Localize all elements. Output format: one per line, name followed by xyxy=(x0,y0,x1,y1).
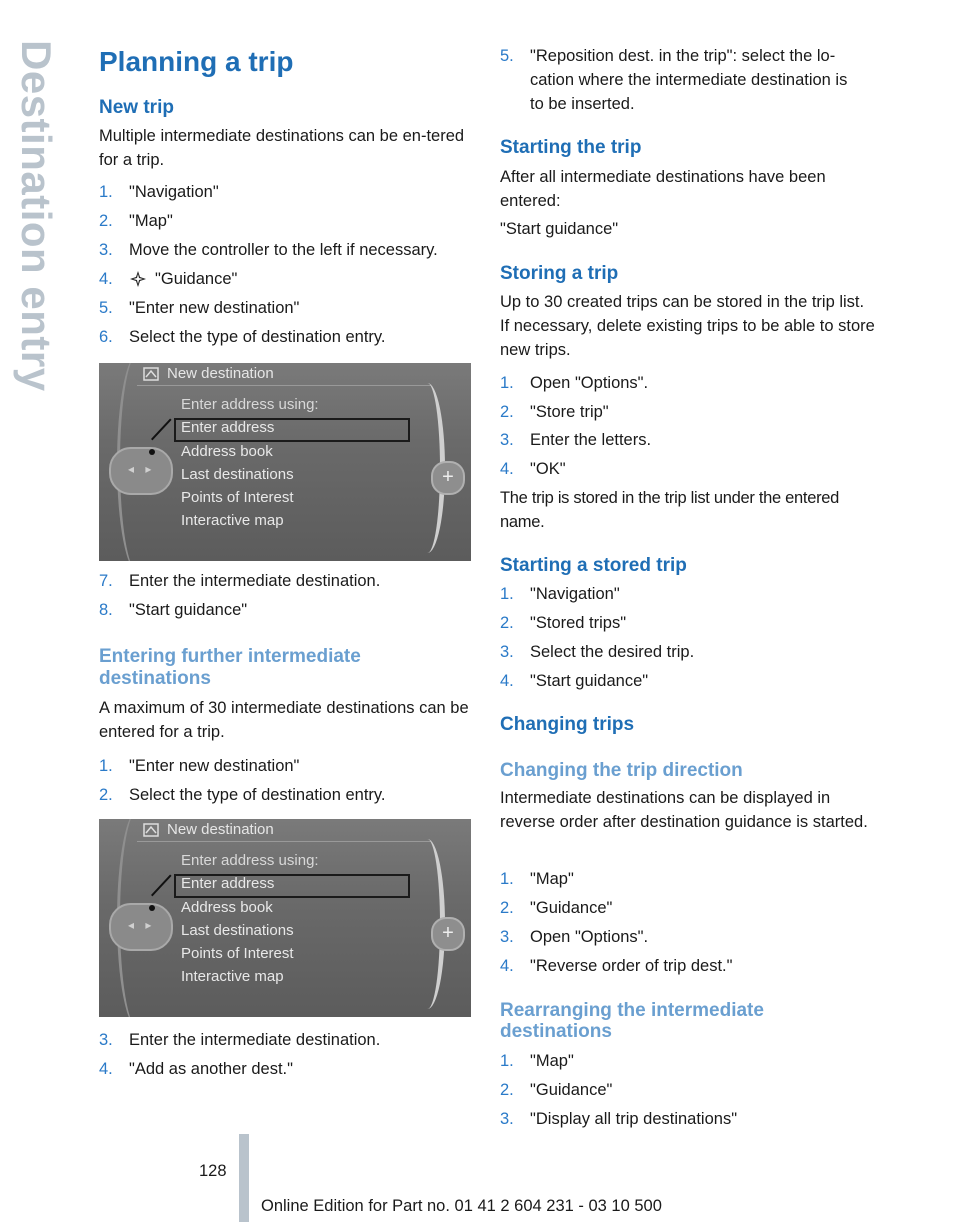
idrive-screen xyxy=(99,819,471,1017)
menu-item-address-book[interactable]: Address book xyxy=(181,899,273,916)
footer-edition: Online Edition for Part no. 01 41 2 604 231 - 03 10 500 xyxy=(261,1197,662,1215)
heading-starting-trip: Starting the trip xyxy=(500,137,642,158)
step-number: 2. xyxy=(99,212,113,230)
step-number: 4. xyxy=(99,270,113,288)
step-number: 2. xyxy=(500,403,514,421)
heading-stored-trip: Starting a stored trip xyxy=(500,555,687,576)
knob-arrows-icon: ◂ ▸ xyxy=(128,462,156,476)
step-number: 6. xyxy=(99,328,113,346)
step-text: "OK" xyxy=(530,460,566,478)
idrive-screen xyxy=(99,363,471,561)
step-number: 5. xyxy=(99,299,113,317)
navigation-icon xyxy=(143,367,159,381)
step-number: 5. xyxy=(500,47,514,65)
step-text: "Enter new destination" xyxy=(129,299,300,317)
heading-new-trip: New trip xyxy=(99,97,174,118)
step-text: "Start guidance" xyxy=(129,601,248,619)
step-number: 3. xyxy=(500,1110,514,1128)
step-text: "Map" xyxy=(129,212,173,230)
menu-item-interactive-map[interactable]: Interactive map xyxy=(181,512,284,529)
pointer-dot xyxy=(149,449,155,455)
divider xyxy=(137,385,431,386)
step-text: Enter the letters. xyxy=(530,431,652,449)
page-title: Planning a trip xyxy=(99,46,294,77)
step-text: to be inserted. xyxy=(530,95,635,113)
knob-arrows-icon: ◂ ▸ xyxy=(128,918,156,932)
screen-title: New destination xyxy=(167,821,274,838)
step-text: Select the type of destination entry. xyxy=(129,328,386,346)
step-number: 3. xyxy=(99,1031,113,1049)
step-text: Enter the intermediate destination. xyxy=(129,1031,381,1049)
menu-item-points-of-interest[interactable]: Points of Interest xyxy=(181,945,294,962)
step-number: 3. xyxy=(500,643,514,661)
plus-icon: + xyxy=(431,461,465,495)
menu-heading: Enter address using: xyxy=(181,396,319,413)
pointer-dot xyxy=(149,905,155,911)
menu-item-last-destinations[interactable]: Last destinations xyxy=(181,466,294,483)
step-text: Select the desired trip. xyxy=(530,643,695,661)
menu-item-enter-address[interactable]: Enter address xyxy=(181,875,275,892)
step-number: 1. xyxy=(500,1052,514,1070)
step-text: Move the controller to the left if necessary. xyxy=(129,241,438,259)
step-number: 3. xyxy=(500,928,514,946)
heading-rearranging-1: Rearranging the intermediate xyxy=(500,1000,764,1021)
step-text: Open "Options". xyxy=(530,374,649,392)
step-text: "Start guidance" xyxy=(530,672,649,690)
plus-icon: + xyxy=(431,917,465,951)
menu-heading: Enter address using: xyxy=(181,852,319,869)
step-number: 4. xyxy=(500,460,514,478)
divider xyxy=(137,841,431,842)
step-number: 4. xyxy=(500,957,514,975)
direction-intro: Intermediate destinations can be displayed in reverse order after destination guidance is started. xyxy=(500,789,868,831)
step-text: "Add as another dest." xyxy=(129,1060,293,1078)
side-title-text: Destination entry xyxy=(13,40,60,392)
new-trip-intro: Multiple intermediate destinations can be en‐tered for a trip. xyxy=(99,127,465,169)
step-text: "Reverse order of trip dest." xyxy=(530,957,733,975)
heading-trip-direction: Changing the trip direction xyxy=(500,760,743,781)
menu-item-interactive-map[interactable]: Interactive map xyxy=(181,968,284,985)
step-text: "Map" xyxy=(530,1052,574,1070)
step-number: 2. xyxy=(500,899,514,917)
step-number: 7. xyxy=(99,572,113,590)
step-number: 2. xyxy=(500,614,514,632)
step-text: "Map" xyxy=(530,870,574,888)
further-intro: A maximum of 30 intermediate destinations can be entered for a trip. xyxy=(99,699,469,741)
step-text: "Reposition dest. in the trip": select the lo‐ xyxy=(530,47,836,65)
screen-title: New destination xyxy=(167,365,274,382)
step-number: 2. xyxy=(99,786,113,804)
step-number: 8. xyxy=(99,601,113,619)
step-number: 1. xyxy=(99,183,113,201)
step-text: cation where the intermediate destination is xyxy=(530,71,848,89)
page-number: 128 xyxy=(199,1162,227,1180)
step-text: Enter the intermediate destination. xyxy=(129,572,381,590)
step-text: "Stored trips" xyxy=(530,614,627,632)
menu-item-last-destinations[interactable]: Last destinations xyxy=(181,922,294,939)
step-number: 1. xyxy=(500,374,514,392)
storing-outro: The trip is stored in the trip list under the entered name. xyxy=(500,489,840,531)
starting-intro: After all intermediate destinations have been entered: xyxy=(500,168,826,210)
starting-line: "Start guidance" xyxy=(500,220,619,238)
side-title xyxy=(0,40,68,392)
step-text: "Display all trip destinations" xyxy=(530,1110,738,1128)
step-number: 1. xyxy=(99,757,113,775)
step-text: Open "Options". xyxy=(530,928,649,946)
step-text: "Guidance" xyxy=(530,899,613,917)
step-text: "Guidance" xyxy=(155,270,238,288)
step-number: 4. xyxy=(500,672,514,690)
step-number: 1. xyxy=(500,870,514,888)
step-number: 3. xyxy=(500,431,514,449)
step-number: 3. xyxy=(99,241,113,259)
heading-rearranging-2: destinations xyxy=(500,1021,612,1042)
step-number: 4. xyxy=(99,1060,113,1078)
guidance-icon xyxy=(129,270,147,288)
menu-item-address-book[interactable]: Address book xyxy=(181,443,273,460)
footer-bar xyxy=(239,1134,249,1222)
step-text: "Store trip" xyxy=(530,403,609,421)
step-text: "Enter new destination" xyxy=(129,757,300,775)
heading-further-1: Entering further intermediate xyxy=(99,646,361,667)
step-text: Select the type of destination entry. xyxy=(129,786,386,804)
step-number: 1. xyxy=(500,585,514,603)
step-text: "Navigation" xyxy=(129,183,219,201)
heading-changing-trips: Changing trips xyxy=(500,714,635,735)
navigation-icon xyxy=(143,823,159,837)
storing-intro: Up to 30 created trips can be stored in the trip list. If necessary, delete existing trips to be able to store new trips. xyxy=(500,293,875,359)
heading-storing-trip: Storing a trip xyxy=(500,263,619,284)
menu-item-enter-address[interactable]: Enter address xyxy=(181,419,275,436)
step-text: "Navigation" xyxy=(530,585,620,603)
menu-item-points-of-interest[interactable]: Points of Interest xyxy=(181,489,294,506)
step-text: "Guidance" xyxy=(530,1081,613,1099)
step-number: 2. xyxy=(500,1081,514,1099)
heading-further-2: destinations xyxy=(99,668,211,689)
